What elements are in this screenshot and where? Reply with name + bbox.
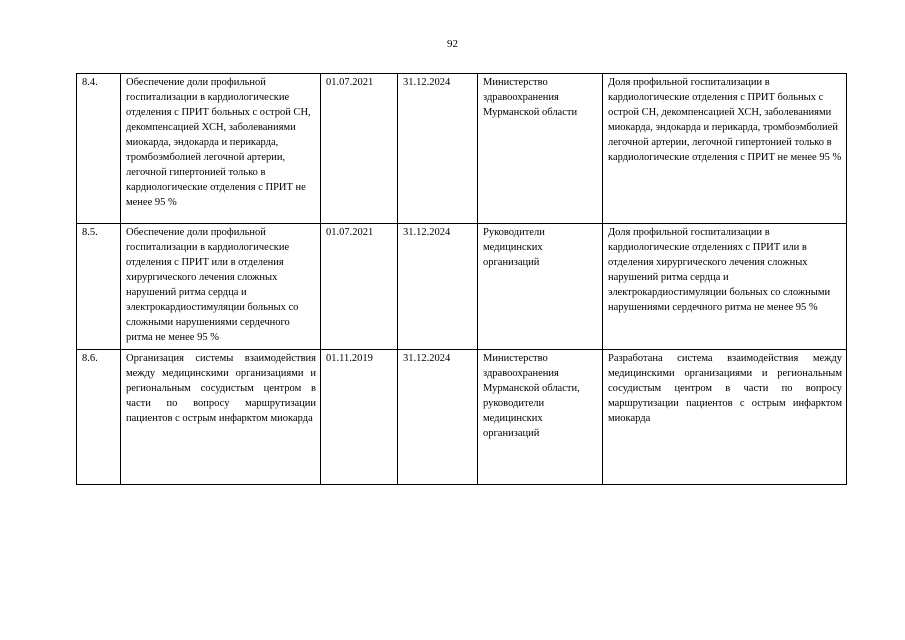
responsible-cell: Министерство здравоохранения Мурманской области, руководители медицинских организаций bbox=[478, 350, 603, 485]
end-date-cell: 31.12.2024 bbox=[398, 74, 478, 224]
item-number-cell: 8.6. bbox=[77, 350, 121, 485]
item-number-cell: 8.4. bbox=[77, 74, 121, 224]
measure-cell: Организация системы взаимодействия между медицинскими организациями и региональным сосудистым центром в части по вопросу маршрутизации пациентов с острым инфарктом миокарда bbox=[121, 350, 321, 485]
end-date-cell: 31.12.2024 bbox=[398, 224, 478, 350]
measure-cell: Обеспечение доли профильной госпитализации в кардиологические отделения с ПРИТ больных с острой СН, декомпенсацией ХСН, заболеваниями миокарда, эндокарда и перикарда, тромбоэмболией легочной артерии, легочной гипертонией только в кардиологические отделения с ПРИТ не менее 95 % bbox=[121, 74, 321, 224]
table-row bbox=[77, 224, 847, 350]
start-date-cell: 01.07.2021 bbox=[321, 224, 398, 350]
responsible-cell: Руководители медицинских организаций bbox=[478, 224, 603, 350]
measures-table bbox=[76, 73, 847, 485]
item-number-cell: 8.5. bbox=[77, 224, 121, 350]
table-row bbox=[77, 350, 847, 485]
page-number: 92 bbox=[447, 38, 458, 50]
start-date-cell: 01.07.2021 bbox=[321, 74, 398, 224]
responsible-cell: Министерство здравоохранения Мурманской области bbox=[478, 74, 603, 224]
measure-cell: Обеспечение доли профильной госпитализации в кардиологические отделения с ПРИТ или в отделения хирургического лечения сложных нарушений ритма сердца и электрокардиостимуляции больных со сложными нарушениями сердечного ритма не менее 95 % bbox=[121, 224, 321, 350]
end-date-cell: 31.12.2024 bbox=[398, 350, 478, 485]
table-row bbox=[77, 74, 847, 224]
result-cell: Доля профильной госпитализации в кардиологические отделения с ПРИТ больных с острой СН, декомпенсацией ХСН, заболеваниями миокарда, эндокарда и перикарда, тромбоэмболией легочной артерии, легочной гипертонией только в кардиологические отделения с ПРИТ не менее 95 % bbox=[603, 74, 847, 224]
result-cell: Доля профильной госпитализации в кардиологические отделениях с ПРИТ или в отделения хирургического лечения сложных нарушений ритма сердца и электрокардиостимуляции больных со сложными нарушениями сердечного ритма не менее 95 % bbox=[603, 224, 847, 350]
start-date-cell: 01.11.2019 bbox=[321, 350, 398, 485]
result-cell: Разработана система взаимодействия между медицинскими организациями и региональным сосудистым центром в части по вопросу маршрутизации пациентов с острым инфарктом миокарда bbox=[603, 350, 847, 485]
